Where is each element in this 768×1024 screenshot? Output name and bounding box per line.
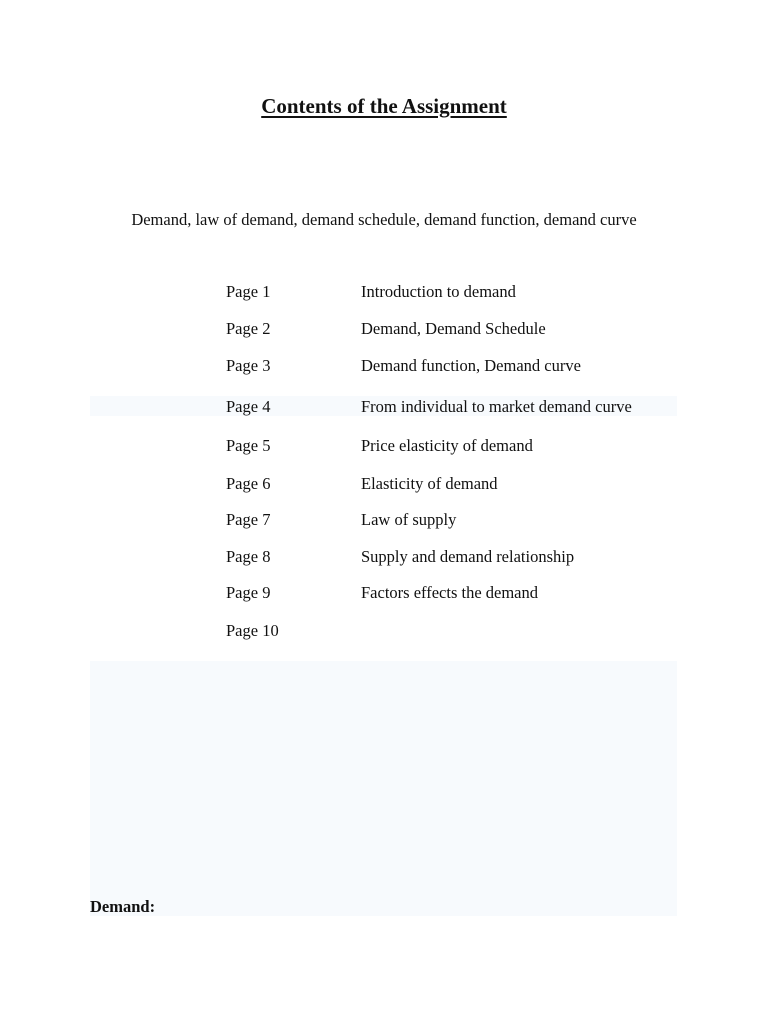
section-heading: Demand:	[90, 897, 156, 916]
toc-row	[0, 547, 768, 569]
toc-row	[0, 583, 768, 605]
toc-page-number: Page 9	[226, 583, 271, 602]
toc-row	[0, 474, 768, 496]
toc-page-number: Page 3	[226, 356, 271, 375]
toc-row	[0, 621, 768, 643]
toc-topic: Law of supply	[361, 510, 457, 529]
toc-page-number: Page 5	[226, 436, 271, 455]
document-title: Contents of the Assignment	[261, 94, 507, 118]
toc-row	[0, 319, 768, 341]
toc-topic: Introduction to demand	[361, 282, 516, 301]
toc-topic: Demand function, Demand curve	[361, 356, 581, 375]
document-subtitle: Demand, law of demand, demand schedule, demand function, demand curve	[131, 210, 637, 229]
toc-page-number: Page 7	[226, 510, 271, 529]
toc-page-number: Page 2	[226, 319, 271, 338]
toc-row	[0, 356, 768, 378]
toc-topic: Price elasticity of demand	[361, 436, 533, 455]
toc-topic: Supply and demand relationship	[361, 547, 575, 566]
toc-page-number: Page 1	[226, 282, 271, 301]
toc-row	[0, 510, 768, 532]
toc-row	[0, 282, 768, 304]
toc-page-number: Page 8	[226, 547, 271, 566]
toc-page-number: Page 6	[226, 474, 271, 493]
toc-page-number: Page 10	[226, 621, 279, 640]
toc-row	[0, 436, 768, 458]
toc-topic: Elasticity of demand	[361, 474, 498, 493]
toc-topic: From individual to market demand curve	[361, 397, 632, 416]
toc-topic: Factors effects the demand	[361, 583, 539, 602]
toc-row	[0, 397, 768, 419]
toc-page-number: Page 4	[226, 397, 271, 416]
toc-topic: Demand, Demand Schedule	[361, 319, 546, 338]
